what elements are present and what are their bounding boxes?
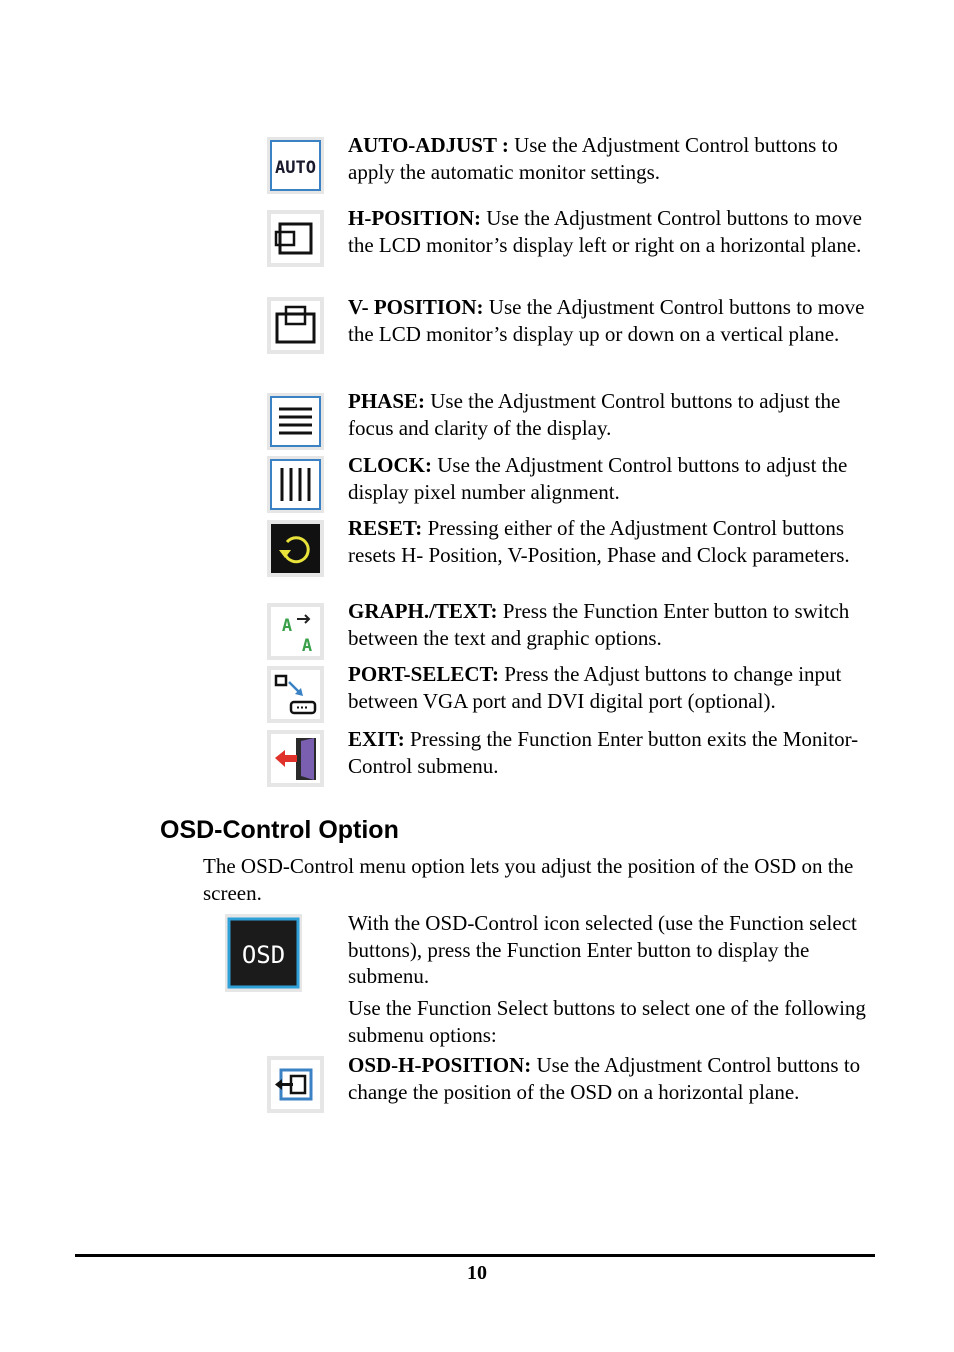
entry-term: EXIT: [348, 727, 405, 751]
entry-term: H-POSITION: [348, 206, 482, 230]
entry-desc: Use the Adjustment Control buttons to change the position of the OSD on a horizontal plane. [348, 1053, 861, 1104]
entry-term: PORT-SELECT: [348, 662, 499, 686]
page-number: 10 [467, 1262, 487, 1284]
entry-desc: Pressing either of the Adjustment Control buttons resets H- Position, V-Position, Phase and Clock parameters. [348, 516, 850, 567]
entry-desc: Press the Adjust buttons to change input between VGA port and DVI digital port (optional). [348, 662, 842, 713]
osd-paragraph-1: With the OSD-Control icon selected (use the Function select buttons), press the Function Enter button to display the submenu. [348, 911, 857, 989]
exit-icon [267, 730, 324, 787]
entry-osd-h-position [348, 1052, 878, 1105]
entry-term: V- POSITION: [348, 295, 484, 319]
port-select-icon [267, 666, 324, 723]
entry-desc: Use the Adjustment Control buttons to move the LCD monitor’s display up or down on a vertical plane. [348, 295, 865, 346]
graph-text-icon [267, 603, 324, 660]
footer-rule [75, 1254, 875, 1257]
entry-reset [348, 515, 878, 568]
entry-term: AUTO-ADJUST : [348, 133, 509, 157]
entry-term: PHASE: [348, 389, 426, 413]
osd-paragraph-2: Use the Function Select buttons to select one of the following submenu options: [348, 996, 866, 1047]
entry-desc: Press the Function Enter button to switch between the text and graphic options. [348, 599, 850, 650]
clock-icon [267, 456, 324, 513]
section-intro: The OSD-Control menu option lets you adjust the position of the OSD on the screen. [203, 854, 854, 905]
auto-icon-label: AUTO [275, 158, 316, 178]
entry-term: OSD-H-POSITION: [348, 1053, 532, 1077]
entry-term: CLOCK: [348, 453, 432, 477]
entry-desc: Use the Adjustment Control buttons to adjust the focus and clarity of the display. [348, 389, 841, 440]
reset-icon [267, 520, 324, 577]
h-position-icon [267, 210, 324, 267]
entry-desc: Use the Adjustment Control buttons to move the LCD monitor’s display left or right on a horizontal plane. [348, 206, 862, 257]
osd-control-icon [225, 914, 302, 992]
entry-phase [348, 388, 878, 441]
phase-icon [267, 393, 324, 450]
entry-clock [348, 452, 878, 505]
v-position-icon [267, 297, 324, 354]
entry-term: GRAPH./TEXT: [348, 599, 498, 623]
entry-port-select [348, 661, 878, 714]
entry-desc: Pressing the Function Enter button exits the Monitor-Control submenu. [348, 727, 859, 778]
entry-exit [348, 726, 878, 779]
svg-text:A: A [301, 636, 313, 656]
entry-h-position [348, 205, 878, 258]
entry-graph-text [348, 598, 878, 651]
svg-text:A: A [281, 616, 293, 636]
entry-auto-adjust [348, 132, 878, 185]
entry-term: RESET: [348, 516, 423, 540]
entry-v-position [348, 294, 878, 347]
entry-desc: Use the Adjustment Control buttons to adjust the display pixel number alignment. [348, 453, 848, 504]
osd-h-position-icon [267, 1056, 324, 1113]
auto-adjust-icon [267, 137, 324, 194]
entry-desc: Use the Adjustment Control buttons to apply the automatic monitor settings. [348, 133, 838, 184]
section-heading: OSD-Control Option [160, 816, 399, 844]
osd-icon-label: OSD [241, 941, 286, 969]
